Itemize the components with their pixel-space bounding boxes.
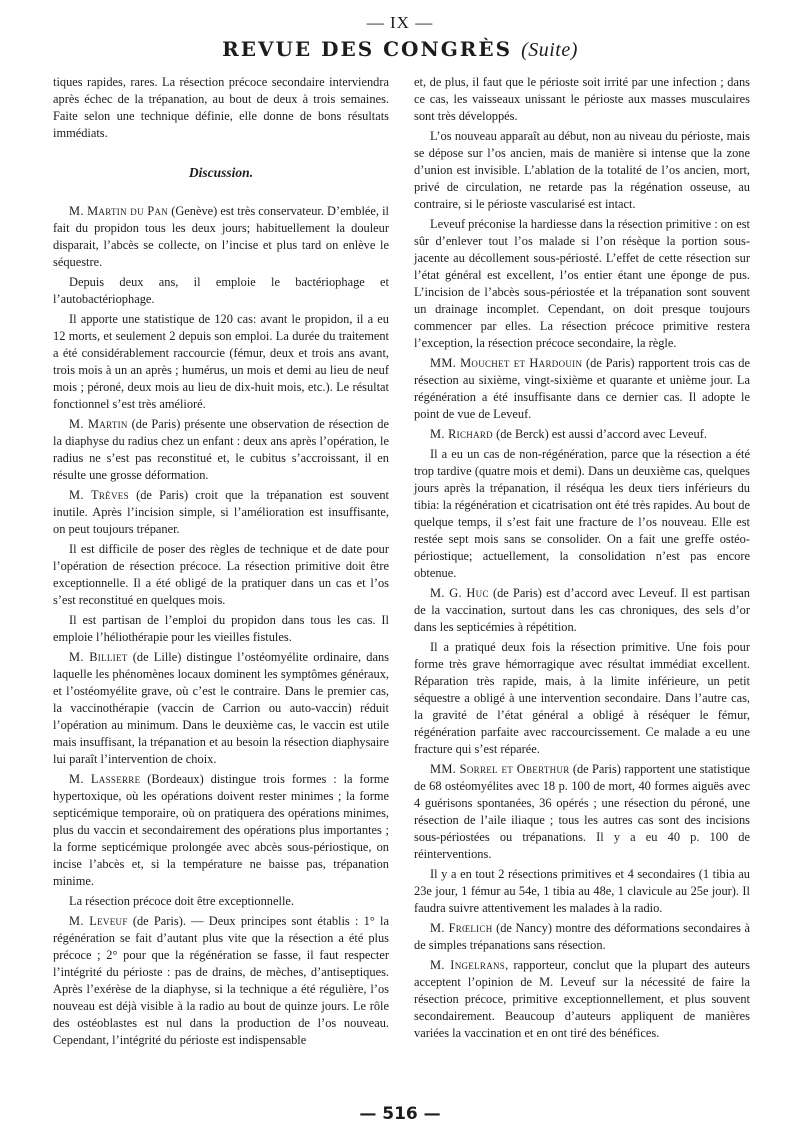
speaker-name: M. Frœlich: [430, 921, 493, 935]
paragraph: [53, 416, 389, 484]
paragraph-text: (de Paris) rapportent trois cas de résection au sixième, vingt-sixième et quarante et unième jour. La régénération a été insuffisante dans ce dernier cas. Il adopte le point de vue de Leveuf.: [414, 356, 751, 421]
paragraph: Il est difficile de poser des règles de technique et de date pour l’opération de résection précoce. La résection primitive doit être exceptionnelle. Il a été obligé de la pratiquer dans un cas et l’os s’est reconstitué en quelques mois.: [53, 542, 389, 607]
paragraph-text: (Bordeaux) distingue trois formes : la forme hypertoxique, où les opérations doivent rester minimes ; la forme septicémique temporaire, où on pratiquera des opérations minimes, plus du vaccin et secondairement des opérations plus importantes ; la forme septicémique prolongée avec abcès sous-périostique, on incise l’abcès et, si la température ne baisse pas, trépanation minime.: [53, 772, 389, 888]
paragraph: Leveuf préconise la hardiesse dans la résection primitive : on est sûr d’enlever tout l’os malade si l’on résèque la portion sous-jacente au décollement sous-périosté. L’effet de cette résection sur l’état général est excellent, l’os entier étant une éponge de pus. L’incision de l’abcès sous-périostée et la trépanation sont souvent un drainage incomplet. Cependant, on doit presque toujours commencer par elles. La résection précoce primitive restera l’exception, la résection précoce secondaire, la règle.: [414, 217, 750, 350]
paragraph: [414, 920, 750, 954]
section-heading: Discussion.: [188, 165, 254, 180]
paragraph: Depuis deux ans, il emploie le bactériophage et l’autobactériophage.: [53, 275, 389, 306]
paragraph-text: (de Paris) présente une observation de résection de la diaphyse du radius chez un enfant : deux ans après l’opération, le radius ne s’est pas reconstitué et, le cubitus s’accroissant, il en résulte une grosse déformation.: [53, 417, 390, 482]
speaker-name: M. Trèves: [69, 488, 129, 502]
speaker-name: M. Martin du Pan: [69, 204, 169, 218]
speaker-name: M. G. Huc: [430, 586, 489, 600]
paragraph: L’os nouveau apparaît au début, non au niveau du périoste, mais se dépose sur l’os ancien, mais de manière si intense que la zone d’union est invisible. L’ablation de la totalité de l’os ancien, mort, privé de circulation, ne retarde pas la régénation osseuse, au contraire, si le périoste vascularisé est intact.: [414, 129, 750, 211]
paragraph: [414, 355, 750, 423]
paragraph-text: (de Paris) croit que la trépanation est souvent inutile. Après l’incision simple, si l’amélioration est insuffisante, on peut toujours trépaner.: [53, 488, 389, 536]
page-number: — 516 —: [359, 1104, 441, 1124]
speaker-name: M. Lasserre: [69, 772, 141, 786]
paragraph: [53, 487, 389, 538]
paragraph: Il est partisan de l’emploi du propidon dans tous les cas. Il emploie l’héliothérapie pour les vieilles fistules.: [53, 613, 389, 644]
journal-title: REVUE DES CONGRÈS: [222, 37, 513, 61]
paragraph-text: , rapporteur, conclut que la plupart des auteurs acceptent l’opinion de M. Leveuf sur la nécessité de faire la résection précoce, primitive exceptionnellement, et plus souvent secondairement. Beaucoup d’auteurs appliquent de manières variées la vaccination et en ont tiré des bénéfices.: [414, 958, 750, 1040]
speaker-name: MM. Sorrel et Oberthur: [430, 762, 570, 776]
paragraph: [414, 426, 750, 443]
paragraph: et, de plus, il faut que le périoste soit irrité par une infection ; dans ce cas, les vaisseaux unissant le périoste aux masses musculaires sont très développés.: [414, 75, 750, 123]
paragraph-text: (Genève) est très conservateur. D’emblée, il fait du propidon tous les deux jours; habituellement la douleur disparait, l’abcès se collecte, on l’incise et plus tard on enlève le séquestre.: [53, 204, 389, 269]
paragraph: Il a pratiqué deux fois la résection primitive. Une fois pour forme très grave hémorragique avec résultat immédiat excellent. Réparation très rapide, mais, à la limite inférieure, un petit séquestre a obligé à une intervention secondaire. Dans l’autre cas, la gravité de l’état général a obligé à réséquer le fémur, régénération parfaite avec raccourcissement. Ce malade a eu une fracture qui s’est réparée.: [414, 640, 750, 756]
paragraph: [53, 203, 389, 271]
speaker-name: M. Leveuf: [69, 914, 128, 928]
paragraph: Il a eu un cas de non-régénération, parce que la résection a été trop tardive (quatre mois et demi). Dans un deuxième cas, quelques jours après la trépanation, il réséqua les deux tiers inférieurs du tibia: la régénération et cicatrisation ont été très rapides. Au bout de quelque temps, il s’est fait une fracture de l’os nouveau. Elle est restée sept mois sans se consolider. On a fait une greffe ostéo-périostique; actuellement, la consolidation n’est pas encore obtenue.: [414, 447, 750, 580]
journal-title-line: [0, 36, 800, 63]
right-column: [414, 74, 750, 1045]
roman-page-number: — IX —: [366, 13, 434, 32]
speaker-name: M. Richard: [430, 427, 493, 441]
page-header: [0, 12, 800, 63]
paragraph: tiques rapides, rares. La résection précoce secondaire interviendra après échec de la trépanation, au bout de deux à trois semaines. Faite selon une technique définie, elle donne de bons résultats immédiats.: [53, 75, 389, 140]
speaker-name: M. Ingelrans: [430, 958, 506, 972]
paragraph: [53, 649, 389, 768]
paragraph: [53, 771, 389, 890]
paragraph: Il y a en tout 2 résections primitives et 4 secondaires (1 tibia au 23e jour, 1 fémur au 54e, 1 tibia au 48e, 1 clavicule au 25e jour). Il faudra suivre attentivement les malades à la radio.: [414, 867, 750, 915]
paragraph: La résection précoce doit être exceptionnelle.: [69, 894, 294, 908]
paragraph-text: (de Paris) est d’accord avec Leveuf. Il est partisan de la vaccination, surtout dans les cas chroniques, des sels d’or dans les septicémies à répétition.: [414, 586, 751, 634]
speaker-name: M. Billiet: [69, 650, 128, 664]
left-column: [53, 74, 389, 1052]
paragraph: [53, 913, 389, 1049]
speaker-name: MM. Mouchet et Hardouin: [430, 356, 583, 370]
journal-title-suffix: (Suite): [521, 39, 578, 61]
paragraph: [414, 761, 750, 863]
speaker-name: M. Martin: [69, 417, 128, 431]
paragraph-text: (de Lille) distingue l’ostéomyélite ordinaire, dans laquelle les phénomènes locaux dominent les symptômes généraux, et l’ostéomyélite grave, où c’est le contraire. Dans le premier cas, la vaccinothérapie (vaccin de Carrion ou auto-vaccin) réduit l’opération au minimum. Dans le deuxième cas, le vaccin est utile mais insuffisant, la trépanation et au besoin la résection diaphysaire lui paraît l’intervention de choix.: [53, 650, 389, 766]
paragraph: [414, 585, 750, 636]
paragraph-text: (de Berck) est aussi d’accord avec Leveuf.: [492, 427, 707, 441]
paragraph-text: (de Paris). — Deux principes sont établis : 1° la régénération se fait d’autant plus vite que la résection a été plus précoce ; 2° pour que la régénération se fasse, il faut respecter l’intégrité du périoste : pas de drains, de mèches, d’antiseptiques. Après l’exérèse de la diaphyse, si la technique a été régulière, l’os nouveau est déjà visible à la radio au bout de quinze jours. Le rôle des ostéoblastes est nul dans la production de l’os nouveau. Cependant, l’intégrité du périoste est indispensable: [53, 914, 390, 1047]
paragraph-text: (de Paris) rapportent une statistique de 68 ostéomyélites avec 18 p. 100 de mort, 40 formes aiguës avec 4 guérisons spontanées, 36 opérés ; une résection du péroné, une résection de l’aile iliaque ; tous les autres cas sont des incisions sous-périostées ou trépanations. Il y a eu 40 p. 100 de réinterventions.: [414, 762, 750, 861]
paragraph: Il apporte une statistique de 120 cas: avant le propidon, il a eu 12 morts, et seulement 2 depuis son emploi. La durée du traitement a été considérablement raccourcie (fémur, deux et trois ans avant, trois mois à un an après ; humérus, un mois et demi au lieu de neuf mois ; péroné, deux mois au lieu de dix-huit mois, etc.). Le résultat fonctionnel s’est très amélioré.: [53, 312, 389, 411]
paragraph: [414, 957, 750, 1042]
paragraph-text: (de Nancy) montre des déformations secondaires à de simples trépanations sans résection.: [414, 921, 750, 952]
